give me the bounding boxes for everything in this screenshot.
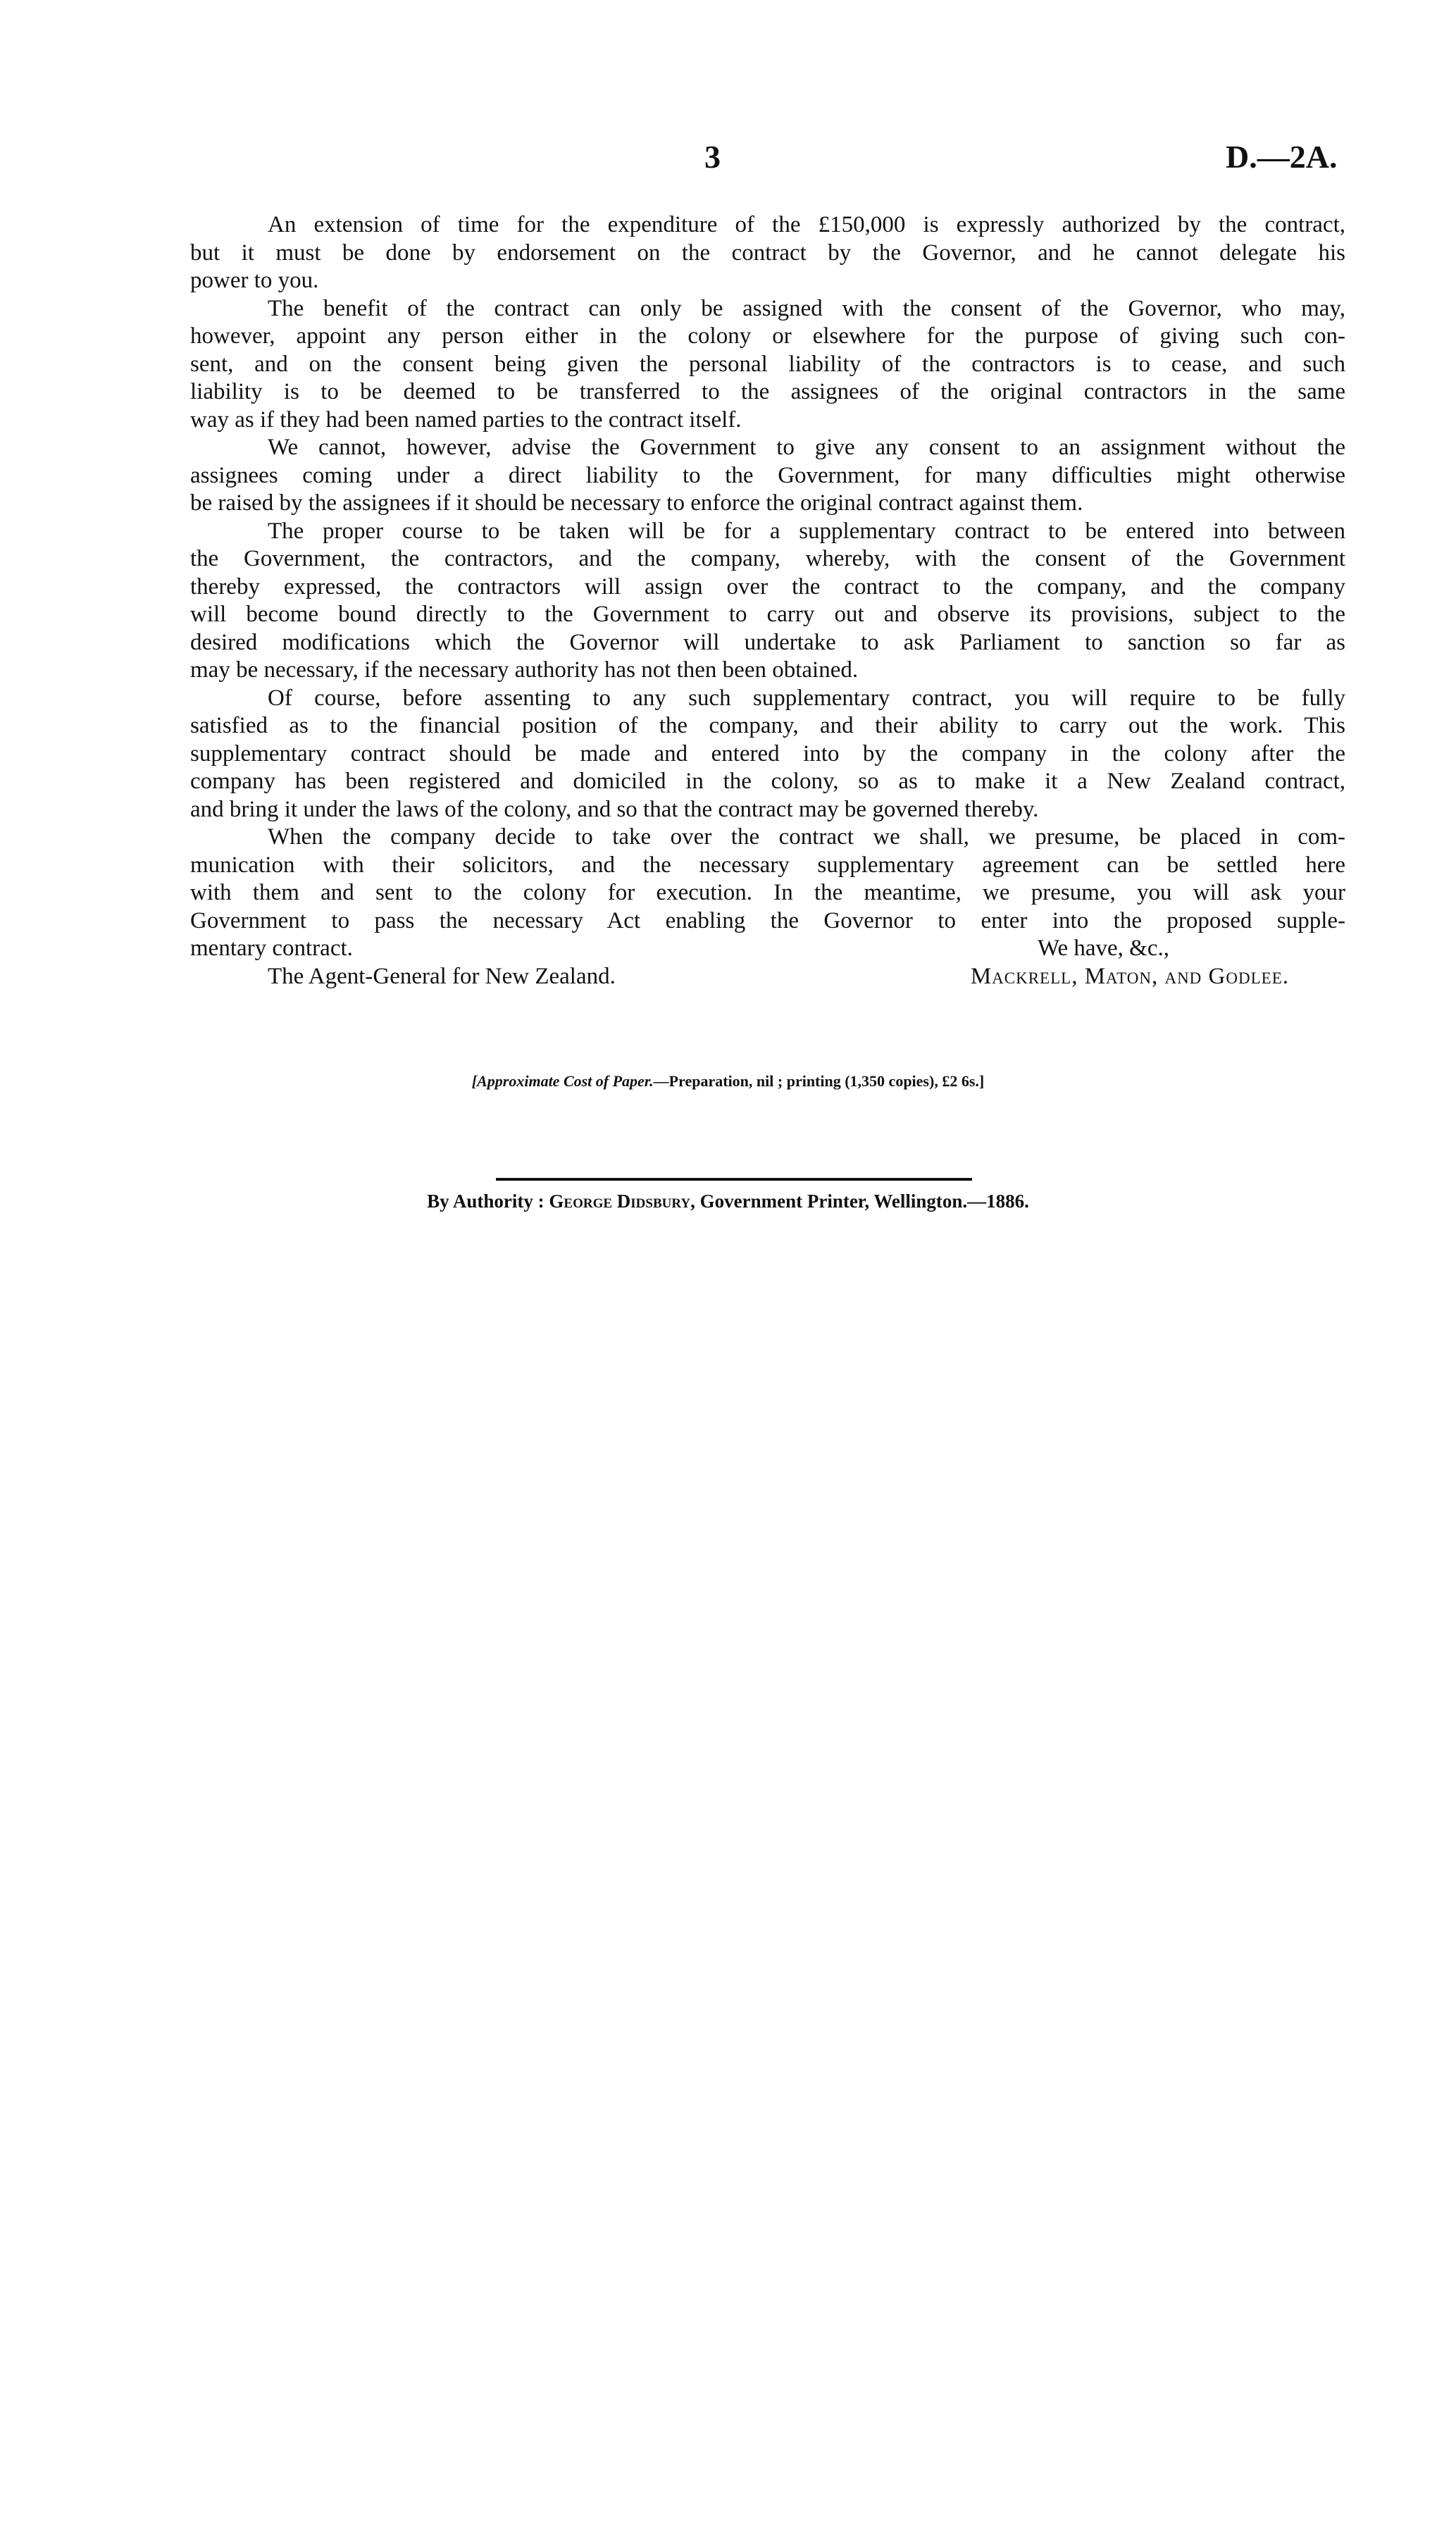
imprint-printer: George Didsbury, xyxy=(549,1191,695,1212)
paragraph-line: The benefit of the contract can only be assigned with the consent of the Governor, who may, xyxy=(268,295,1345,321)
page-number: 3 xyxy=(704,139,721,175)
paragraph-line: with them and sent to the colony for execution. In the meantime, we presume, you will ask your xyxy=(190,880,1345,905)
paragraph-line: company has been registered and domiciled in the colony, so as to make it a New Zealand contract, xyxy=(190,769,1345,794)
paragraph-line: the Government, the contractors, and the company, whereby, with the consent of the Government xyxy=(190,546,1345,571)
closing-last-line: mentary contract. xyxy=(190,936,353,961)
paragraph-line: An extension of time for the expenditure of the £150,000 is expressly authorized by the contract, xyxy=(268,212,1345,237)
paragraph-line: The proper course to be taken will be for a supplementary contract to be entered into between xyxy=(268,518,1345,544)
paragraph-line: desired modifications which the Governor will undertake to ask Parliament to sanction so far as xyxy=(190,629,1345,655)
paragraph-line: supplementary contract should be made and entered into by the company in the colony after the xyxy=(190,740,1345,766)
cost-note xyxy=(0,1072,1456,1091)
divider-rule xyxy=(496,1178,972,1181)
imprint-label: By Authority : xyxy=(427,1191,545,1212)
imprint-text: Government Printer, Wellington.—1886. xyxy=(699,1191,1029,1212)
closing-row xyxy=(190,935,1345,963)
paragraph-line: Of course, before assenting to any such supplementary contract, you will require to be fully xyxy=(268,685,1345,711)
document-reference: D.—2A. xyxy=(1226,139,1338,175)
paragraph-line: munication with their solicitors, and the necessary supplementary agreement can be settled here xyxy=(190,852,1345,878)
paragraph-line: sent, and on the consent being given the personal liability of the contractors is to cease, and such xyxy=(190,351,1345,377)
salutation: We have, &c., xyxy=(1037,936,1169,961)
paragraph-line: be raised by the assignees if it should be necessary to enforce the original contract against them. xyxy=(190,490,1083,516)
paragraph-line: however, appoint any person either in the colony or elsewhere for the purpose of giving such con- xyxy=(190,323,1345,349)
paragraph-line: will become bound directly to the Government to carry out and observe its provisions, subject to the xyxy=(190,602,1345,627)
paragraph-line: may be necessary, if the necessary authority has not then been obtained. xyxy=(190,657,859,683)
paragraph-line: We cannot, however, advise the Government to give any consent to an assignment without the xyxy=(268,435,1345,460)
paragraph-line: but it must be done by endorsement on the contract by the Governor, and he cannot delegate his xyxy=(190,240,1345,266)
paragraph-line: satisfied as to the financial position of the company, and their ability to carry out the work. This xyxy=(190,713,1345,738)
paragraph-line: assignees coming under a direct liability to the Government, for many difficulties might otherwise xyxy=(190,462,1345,488)
cost-note-label: [Approximate Cost of Paper. xyxy=(471,1072,654,1090)
paragraph-line: liability is to be deemed to be transferred to the assignees of the original contractors in the same xyxy=(190,379,1345,404)
paragraph-line: Government to pass the necessary Act enabling the Governor to enter into the proposed supple- xyxy=(190,907,1345,933)
signature-row xyxy=(190,963,1345,991)
paragraph-line: When the company decide to take over the contract we shall, we presume, be placed in com- xyxy=(268,824,1345,850)
imprint xyxy=(0,1191,1456,1212)
paragraph-line: way as if they had been named parties to the contract itself. xyxy=(190,406,742,433)
paragraph-line: and bring it under the laws of the colony, and so that the contract may be governed thereby. xyxy=(190,796,1039,822)
paragraph-line: power to you. xyxy=(190,268,319,293)
letter-body xyxy=(190,211,1345,991)
paragraph-line: thereby expressed, the contractors will assign over the contract to the company, and the company xyxy=(190,573,1345,600)
signatories: Mackrell, Maton, and Godlee. xyxy=(970,963,1289,989)
addressee: The Agent-General for New Zealand. xyxy=(268,963,616,989)
cost-note-text: —Preparation, nil ; printing (1,350 copies), £2 6s.] xyxy=(653,1072,985,1090)
